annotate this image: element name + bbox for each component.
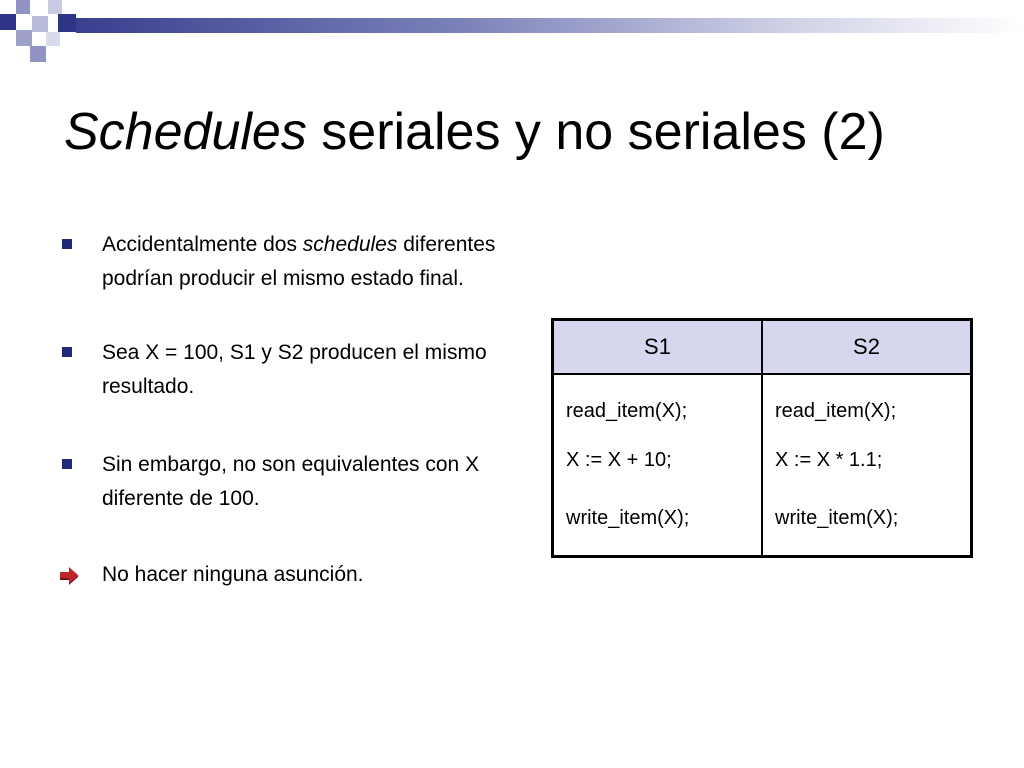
table-cell-s2 xyxy=(762,374,972,557)
bullet-text: diferentes podrían producir el mismo estado final. xyxy=(102,233,496,290)
header-gradient-bar xyxy=(76,18,1024,33)
code-line: write_item(X); xyxy=(775,507,899,529)
bullet-text: Sea X = 100, S1 y S2 producen el mismo resultado. xyxy=(102,341,487,398)
code-line: X := X + 10; xyxy=(566,449,672,471)
code-line: read_item(X); xyxy=(775,400,897,422)
bullet-text: No hacer ninguna asunción. xyxy=(102,563,364,586)
bullet-item xyxy=(60,558,500,592)
arrow-bullet-icon xyxy=(58,565,80,585)
table-header-s2: S2 xyxy=(762,320,972,375)
bullet-item xyxy=(60,228,500,296)
table-cell-s1 xyxy=(553,374,763,557)
table-header-s1: S1 xyxy=(553,320,763,375)
bullet-item xyxy=(60,336,500,404)
code-line: X := X * 1.1; xyxy=(775,449,883,471)
code-line: write_item(X); xyxy=(566,507,690,529)
bullet-item xyxy=(60,448,500,516)
bullet-text: Sin embargo, no son equivalentes con X diferente de 100. xyxy=(102,453,480,510)
title-italic: Schedules xyxy=(64,103,307,161)
bullet-text-italic: schedules xyxy=(302,233,398,256)
title-rest: seriales y no seriales (2) xyxy=(306,103,885,161)
bullet-list xyxy=(60,228,500,638)
code-line: read_item(X); xyxy=(566,400,688,422)
decorative-squares xyxy=(0,0,80,64)
square-bullet-icon xyxy=(62,239,72,249)
schedule-table xyxy=(551,318,973,558)
square-bullet-icon xyxy=(62,347,72,357)
bullet-text: Accidentalmente dos xyxy=(102,233,303,256)
slide-title xyxy=(64,96,885,168)
square-bullet-icon xyxy=(62,459,72,469)
